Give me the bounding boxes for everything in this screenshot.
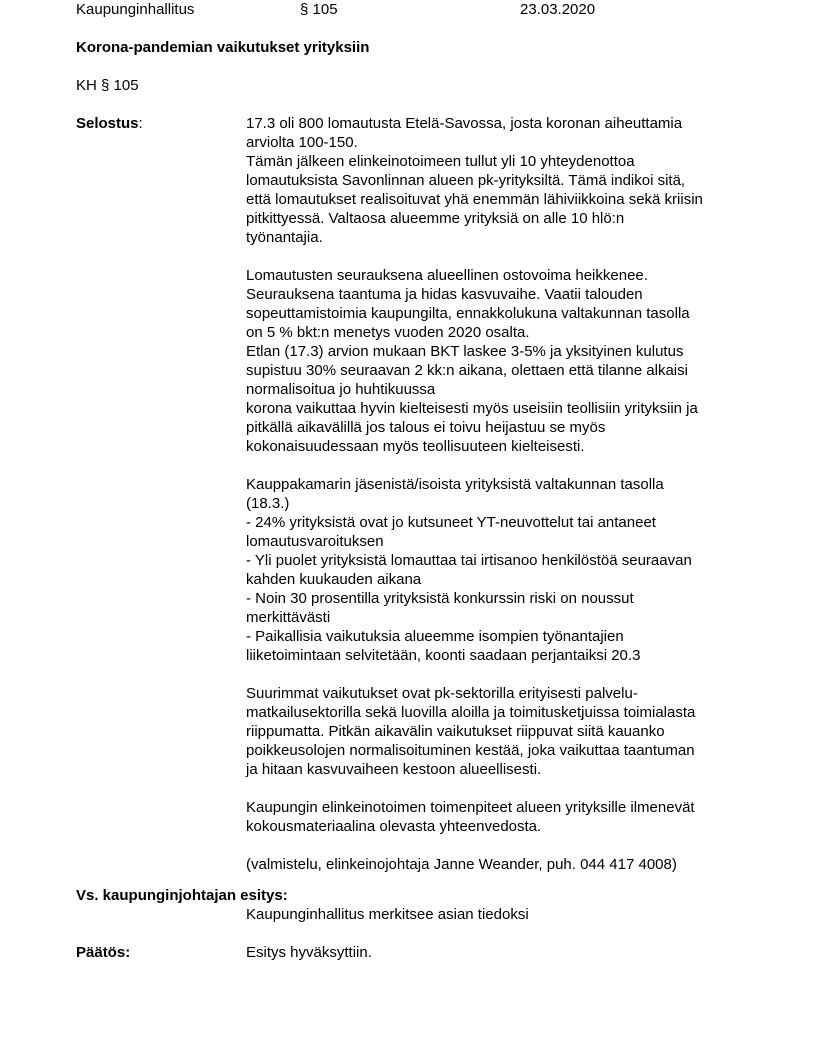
text-line: sopeuttamistoimia kaupungilta, ennakkolukuna valtakunnan tasolla	[246, 305, 690, 322]
text-line: merkittävästi	[246, 609, 331, 626]
paragraph-largest-impacts	[246, 684, 746, 779]
text-line: Kaupungin elinkeinotoimen toimenpiteet alueen yrityksille ilmenevät	[246, 799, 695, 816]
header-organ: Kaupunginhallitus	[76, 1, 195, 18]
paragraph-purchasing-power	[246, 266, 746, 456]
document-header	[76, 0, 776, 19]
text-line: Suurimmat vaikutukset ovat pk-sektorilla erityisesti palvelu-	[246, 685, 638, 702]
selostus-label	[76, 114, 143, 133]
text-line: - Yli puolet yrityksistä lomauttaa tai irtisanoo henkilöstöä seuraavan	[246, 552, 692, 569]
text-line: lomautusvaroituksen	[246, 533, 384, 550]
section-reference: KH § 105	[76, 77, 139, 94]
selostus-body	[246, 114, 746, 893]
esitys-label: Vs. kaupunginjohtajan esitys:	[76, 887, 288, 904]
paatos-label: Päätös:	[76, 944, 131, 961]
text-line: pitkittyessä. Valtaosa alueemme yrityksiä on alle 10 hlö:n	[246, 210, 625, 227]
paragraph-measures	[246, 798, 746, 836]
text-line: Kauppakamarin jäsenistä/isoista yrityksistä valtakunnan tasolla	[246, 476, 664, 493]
text-line: poikkeusolojen normalisoituminen kestää, joka vaikuttaa taantuman	[246, 742, 695, 759]
selostus-label-text: Selostus	[76, 115, 139, 132]
text-line: supistuu 30% seuraavan 2 kk:n aikana, olettaen että tilanne alkaisi	[246, 362, 688, 379]
paragraph-preparer	[246, 855, 746, 874]
text-line: (valmistelu, elinkeinojohtaja Janne Weander, puh. 044 417 4008)	[246, 856, 677, 873]
text-line: (18.3.)	[246, 495, 290, 512]
text-line: Lomautusten seurauksena alueellinen ostovoima heikkenee.	[246, 267, 648, 284]
selostus-label-colon: :	[138, 115, 143, 132]
text-line: korona vaikuttaa hyvin kielteisesti myös useisiin teollisiin yrityksiin ja	[246, 400, 698, 417]
text-line: arviolta 100-150.	[246, 134, 358, 151]
text-line: normalisoitua jo huhtikuussa	[246, 381, 436, 398]
text-line: liiketoimintaan selvitetään, koonti saadaan perjantaiksi 20.3	[246, 647, 641, 664]
text-line: pitkällä aikavälillä jos talous ei toivu heijastuu se myös	[246, 419, 606, 436]
text-line: - Paikallisia vaikutuksia alueemme isompien työnantajien	[246, 628, 624, 645]
document-title: Korona-pandemian vaikutukset yrityksiin	[76, 39, 370, 56]
text-line: - Noin 30 prosentilla yrityksistä konkurssin riski on noussut	[246, 590, 634, 607]
text-line: - 24% yrityksistä ovat jo kutsuneet YT-neuvottelut tai antaneet	[246, 514, 656, 531]
esitys-text: Kaupunginhallitus merkitsee asian tiedoksi	[246, 906, 529, 923]
text-line: Seurauksena taantuma ja hidas kasvuvaihe. Vaatii talouden	[246, 286, 643, 303]
text-line: että lomautukset realisoituvat yhä enemmän lähiviikkoina sekä kriisin	[246, 191, 703, 208]
paatos-text: Esitys hyväksyttiin.	[246, 944, 372, 961]
text-line: kokousmateriaalina olevasta yhteenvedosta.	[246, 818, 542, 835]
paragraph-chamber-of-commerce	[246, 475, 746, 665]
text-line: riippumatta. Pitkän aikavälin vaikutukset riippuvat siitä kauanko	[246, 723, 665, 740]
text-line: Etlan (17.3) arvion mukaan BKT laskee 3-5% ja yksityinen kulutus	[246, 343, 684, 360]
text-line: ja hitaan kasvuvaiheen kestoon alueellisesti.	[246, 761, 542, 778]
text-line: työnantajia.	[246, 229, 323, 246]
text-line: kahden kuukauden aikana	[246, 571, 422, 588]
text-line: kokonaisuudessaan myös teollisuuteen kielteisesti.	[246, 438, 585, 455]
text-line: Tämän jälkeen elinkeinotoimeen tullut yli 10 yhteydenottoa	[246, 153, 635, 170]
paragraph-layoffs	[246, 114, 746, 247]
text-line: 17.3 oli 800 lomautusta Etelä-Savossa, josta koronan aiheuttamia	[246, 115, 683, 132]
header-date: 23.03.2020	[520, 1, 596, 18]
text-line: matkailusektorilla sekä luovilla aloilla ja toimitusketjuissa toimialasta	[246, 704, 696, 721]
text-line: lomautuksista Savonlinnan alueen pk-yrityksiltä. Tämä indikoi sitä,	[246, 172, 686, 189]
header-section: § 105	[300, 1, 338, 18]
text-line: on 5 % bkt:n menetys vuoden 2020 osalta.	[246, 324, 530, 341]
